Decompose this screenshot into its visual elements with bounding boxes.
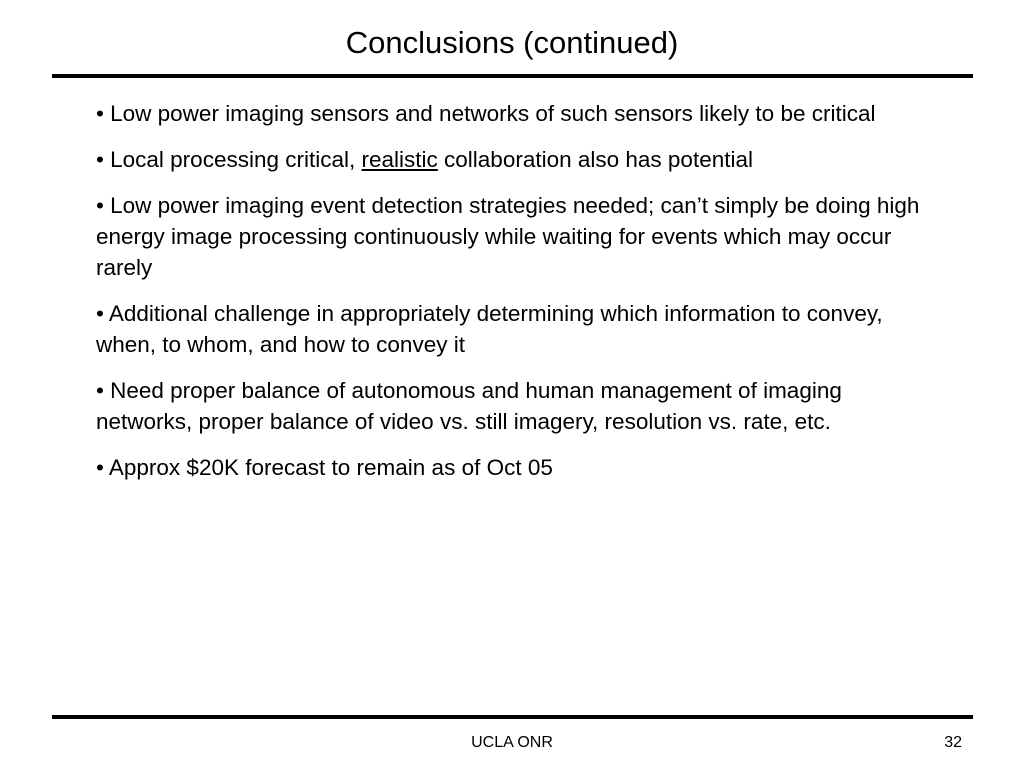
bullet-item: • Additional challenge in appropriately determining which information to convey, when, to whom, and how to convey it	[96, 301, 883, 357]
bullet-item: • Low power imaging event detection strategies needed; can’t simply be doing high energy image processing continuously while waiting for events which may occur rarely	[96, 193, 920, 280]
bullet-item	[96, 144, 926, 175]
footer-label: UCLA ONR	[471, 734, 553, 751]
slide-title: Conclusions (continued)	[345, 25, 679, 60]
bullet-item: • Approx $20K forecast to remain as of Oct 05	[96, 455, 553, 480]
bullet-list	[96, 98, 926, 498]
title-divider	[52, 74, 973, 78]
page-number: 32	[944, 734, 962, 751]
bullet-item: • Low power imaging sensors and networks of such sensors likely to be critical	[96, 101, 876, 126]
bullet-text-end: collaboration also has potential	[437, 147, 753, 172]
footer-divider	[52, 715, 973, 719]
bullet-item: • Need proper balance of autonomous and human management of imaging networks, proper balance of video vs. still imagery, resolution vs. rate, etc.	[96, 378, 842, 434]
bullet-text-start: • Local processing critical,	[96, 147, 362, 172]
underlined-word: realistic	[361, 147, 438, 172]
